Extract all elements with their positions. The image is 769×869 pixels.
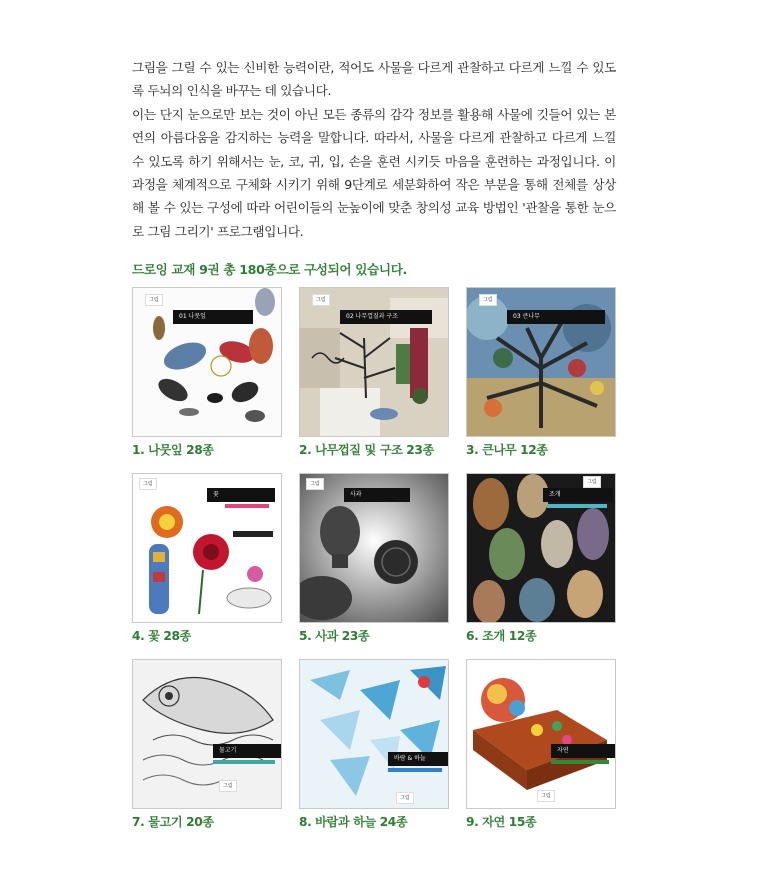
cover-title-strip: 01 나뭇잎 (173, 310, 253, 324)
cover-title-strip: 자연 (551, 744, 615, 758)
book-card-leaf[interactable] (132, 287, 282, 457)
book-caption: 9. 자연 15종 (466, 815, 537, 829)
book-card-fish[interactable] (132, 659, 282, 829)
series-logo: 그림 (312, 294, 330, 306)
book-card-sky[interactable] (299, 659, 449, 829)
color-stripe (551, 760, 609, 764)
color-stripe (388, 768, 442, 772)
book-caption: 7. 물고기 20종 (132, 815, 214, 829)
book-cover-apple (299, 473, 449, 623)
cover-title-strip: 02 나무껍질과 구조 (340, 310, 432, 324)
fish-cover-art (133, 660, 281, 808)
section-heading: 드로잉 교재 9권 총 180종으로 구성되어 있습니다. (132, 262, 407, 277)
book-cover-bark (299, 287, 449, 437)
book-card-bigtree[interactable] (466, 287, 616, 457)
series-logo: 그림 (219, 780, 237, 792)
cover-title-strip: 꽃 (207, 488, 275, 502)
series-logo: 그림 (537, 790, 555, 802)
series-logo: 그림 (583, 476, 601, 488)
color-stripe (547, 504, 607, 508)
intro-paragraph-1: 그림을 그릴 수 있는 신비한 능력이란, 적어도 사물을 다르게 관찰하고 다르게 느낄 수 있도록 두뇌의 인식을 바꾸는 데 있습니다. (132, 60, 616, 99)
series-logo: 그림 (145, 294, 163, 306)
book-caption: 1. 나뭇잎 28종 (132, 443, 214, 457)
intro-text (132, 56, 616, 243)
intro-paragraph-2: 이는 단지 눈으로만 보는 것이 아닌 모든 종류의 감각 정보를 활용해 사물에 깃들어 있는 본연의 아름다움을 감지하는 능력을 말합니다. 따라서, 사물을 다르게 관찰하고 다르게 느낄 수 있도록 하기 위해서는 눈, 코, 귀, 입, 손을 훈련 시키듯 마음을 훈련하는 과정입니다. 이 과정을 체계적으로 구체화 시키기 위해 9단계로 세분화하여 작은 부분을 통해 전체를 상상해 볼 수 있는 구성에 따라 어린이들의 눈높이에 맞춘 창의성 교육 방법인 '관찰을 통한 눈으로 그림 그리기' 프로그램입니다. (132, 106, 616, 239)
book-card-shell[interactable] (466, 473, 616, 643)
book-caption: 4. 꽃 28종 (132, 629, 191, 643)
book-card-apple[interactable] (299, 473, 449, 643)
book-caption: 6. 조개 12종 (466, 629, 537, 643)
book-caption: 5. 사과 23종 (299, 629, 370, 643)
series-logo: 그림 (306, 478, 324, 490)
series-logo: 그림 (479, 294, 497, 306)
book-card-bark[interactable] (299, 287, 449, 457)
book-caption: 8. 바람과 하늘 24종 (299, 815, 408, 829)
series-logo: 그림 (396, 792, 414, 804)
cover-title-strip: 03 큰나무 (507, 310, 605, 324)
cover-title-strip: 물고기 (213, 744, 281, 758)
book-cover-bigtree (466, 287, 616, 437)
book-cover-sky (299, 659, 449, 809)
color-stripe (213, 760, 275, 764)
series-logo: 그림 (139, 478, 157, 490)
nature-cover-art (467, 660, 615, 808)
sky-cover-art (300, 660, 448, 808)
book-cover-nature (466, 659, 616, 809)
cover-title-strip: 사과 (344, 488, 410, 502)
book-grid (132, 287, 616, 847)
book-cover-leaf (132, 287, 282, 437)
book-cover-flower (132, 473, 282, 623)
cover-title-strip: 조개 (543, 488, 613, 502)
book-caption: 2. 나무껍질 및 구조 23종 (299, 443, 434, 457)
cover-title-strip: 바람 & 하늘 (388, 752, 448, 766)
book-cover-shell (466, 473, 616, 623)
color-stripe (225, 504, 269, 508)
book-card-nature[interactable] (466, 659, 616, 829)
book-card-flower[interactable] (132, 473, 282, 643)
book-caption: 3. 큰나무 12종 (466, 443, 548, 457)
book-cover-fish (132, 659, 282, 809)
